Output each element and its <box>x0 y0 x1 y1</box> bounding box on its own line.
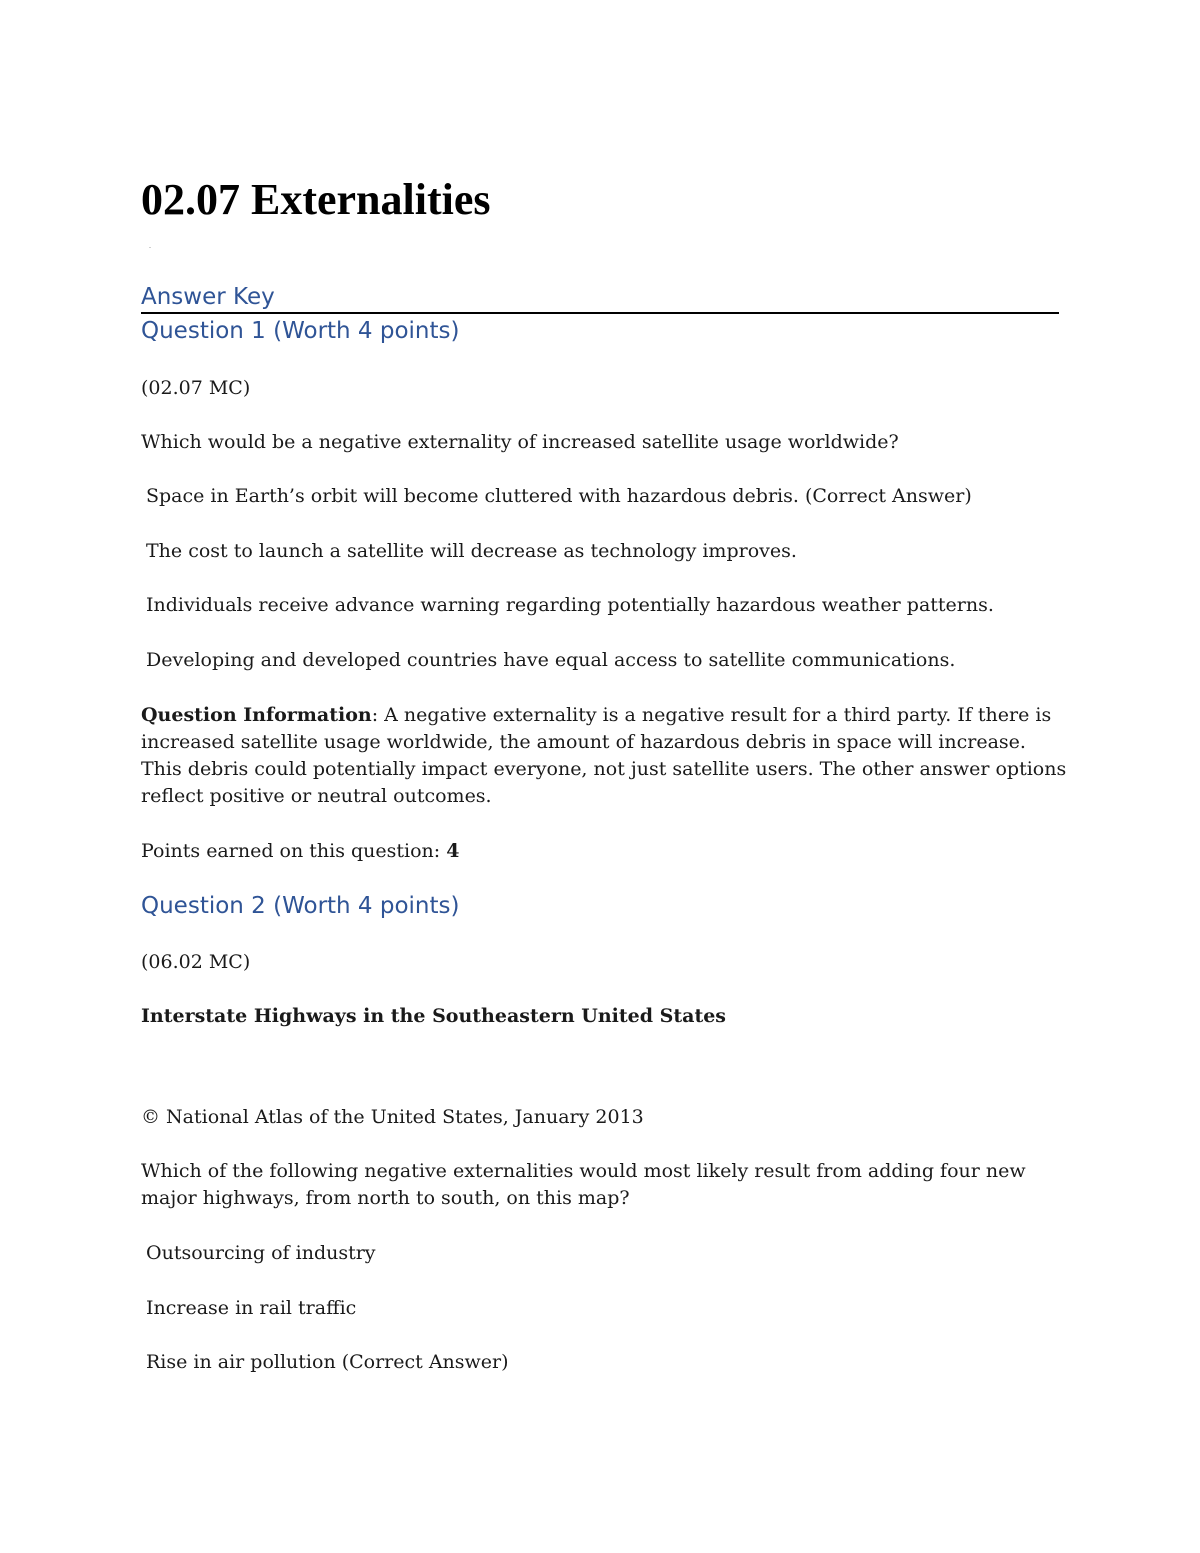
question-2-prompt: Which of the following negative externalities would most likely result from adding four new major highways, from north to south, on this map? <box>141 1160 1026 1209</box>
question-1-prompt: Which would be a negative externality of increased satellite usage worldwide? <box>141 431 899 453</box>
answer-key-heading: Answer Key <box>141 282 1059 314</box>
points-value: 4 <box>446 840 460 862</box>
question-2-option-b: Increase in rail traffic <box>146 1297 357 1319</box>
figure-title: Interstate Highways in the Southeastern United States <box>141 1005 727 1027</box>
question-information-text: : A negative externality is a negative result for a third party. If there is increased satellite usage worldwide, the amount of hazardous debris in space will increase. This debris could potentially impact everyone, not just satellite users. The other answer options reflect positive or neutral outcomes. <box>141 704 1067 807</box>
question-1-points <box>141 838 459 865</box>
decorative-dot <box>149 247 151 248</box>
question-2-option-c: Rise in air pollution (Correct Answer) <box>146 1351 509 1373</box>
question-1-code: (02.07 MC) <box>141 377 251 399</box>
question-1-option-d: Developing and developed countries have equal access to satellite communications. <box>146 649 956 671</box>
question-information-label: Question Information <box>141 704 372 726</box>
question-1-option-c: Individuals receive advance warning regarding potentially hazardous weather patterns. <box>146 594 994 616</box>
question-2-option-a: Outsourcing of industry <box>146 1242 376 1264</box>
document-title: 02.07 Externalities <box>141 175 491 224</box>
question-1-information <box>141 702 1071 810</box>
figure-credit: © National Atlas of the United States, January 2013 <box>141 1106 644 1128</box>
question-1-option-b: The cost to launch a satellite will decrease as technology improves. <box>146 540 797 562</box>
question-1-option-a: Space in Earth’s orbit will become cluttered with hazardous debris. (Correct Answer) <box>146 485 972 507</box>
question-2-heading: Question 2 (Worth 4 points) <box>141 893 460 919</box>
points-label: Points earned on this question: <box>141 840 447 862</box>
question-2-code: (06.02 MC) <box>141 951 251 973</box>
question-1-heading: Question 1 (Worth 4 points) <box>141 318 460 344</box>
